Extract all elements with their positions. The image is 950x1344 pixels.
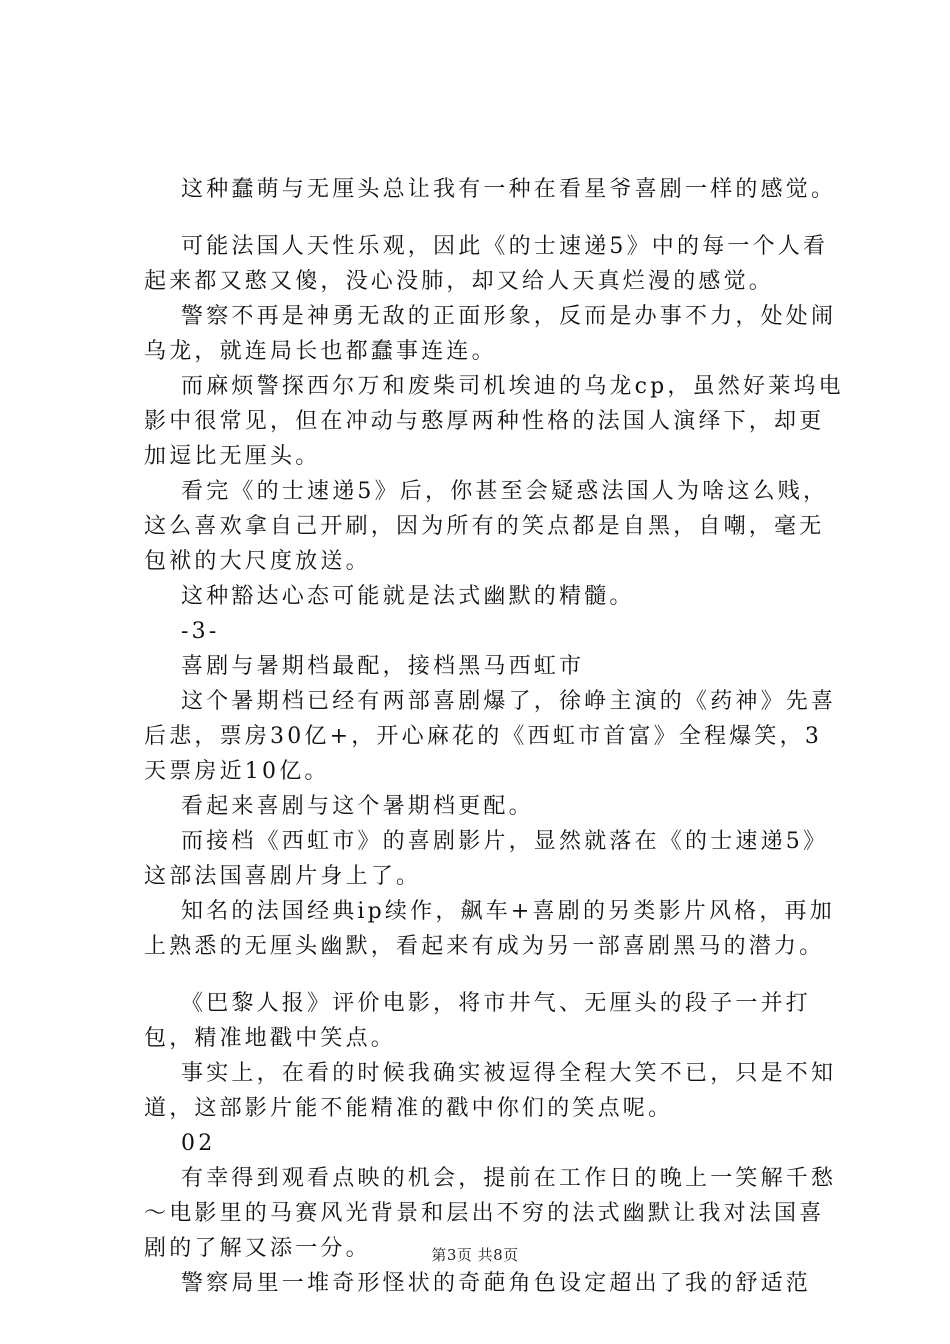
paragraph: 看完《的士速递5》后，你甚至会疑惑法国人为啥这么贱，这么喜欢拿自己开刷，因为所有的笑点都是自黑，自嘲，毫无包袱的大尺度放送。 (144, 479, 829, 574)
paragraph: 这种豁达心态可能就是法式幽默的精髓。 (181, 584, 635, 609)
paragraph: 这种蠢萌与无厘头总让我有一种在看星爷喜剧一样的感觉。 (181, 177, 837, 202)
section-number: -3- (181, 619, 220, 644)
paragraph: 看起来喜剧与这个暑期档更配。 (181, 794, 534, 819)
paragraph: 而麻烦警探西尔万和废柴司机埃迪的乌龙cp，虽然好莱坞电影中很常见，但在冲动与憨厚两种性格的法国人演绎下，却更加逗比无厘头。 (144, 374, 844, 469)
page-footer: 第3页 共8页 (431, 1246, 519, 1264)
paragraph: 而接档《西虹市》的喜剧影片，显然就落在《的士速递5》这部法国喜剧片身上了。 (144, 829, 829, 889)
paragraph: 可能法国人天性乐观，因此《的士速递5》中的每一个人看起来都又憨又傻，没心没肺，却又给人天真烂漫的感觉。 (144, 234, 829, 294)
paragraph: 警察不再是神勇无敌的正面形象，反而是办事不力，处处闹乌龙，就连局长也都蠢事连连。 (144, 304, 837, 364)
paragraph: 这个暑期档已经有两部喜剧爆了，徐峥主演的《药神》先喜后悲，票房30亿+，开心麻花的《西虹市首富》全程爆笑，3天票房近10亿。 (144, 689, 837, 784)
paragraph-gap (144, 964, 844, 986)
paragraph: 知名的法国经典ip续作，飙车+喜剧的另类影片风格，再加上熟悉的无厘头幽默，看起来有成为另一部喜剧黑马的潜力。 (144, 899, 835, 959)
paragraph: 事实上，在看的时候我确实被逗得全程大笑不已，只是不知道，这部影片能不能精准的戳中你们的笑点呢。 (144, 1061, 837, 1121)
paragraph: 有幸得到观看点映的机会，提前在工作日的晚上一笑解千愁～电影里的马赛风光背景和层出不穷的法式幽默让我对法国喜剧的了解又添一分。 (144, 1166, 837, 1261)
body-text (144, 172, 844, 1301)
paragraph-gap (144, 207, 844, 229)
paragraph: 《巴黎人报》评价电影，将市井气、无厘头的段子一并打包，精准地戳中笑点。 (144, 991, 812, 1051)
paragraph: 警察局里一堆奇形怪状的奇葩角色设定超出了我的舒适范 (181, 1271, 812, 1296)
section-heading: 喜剧与暑期档最配，接档黑马西虹市 (181, 654, 585, 679)
section-number: 02 (181, 1131, 216, 1156)
